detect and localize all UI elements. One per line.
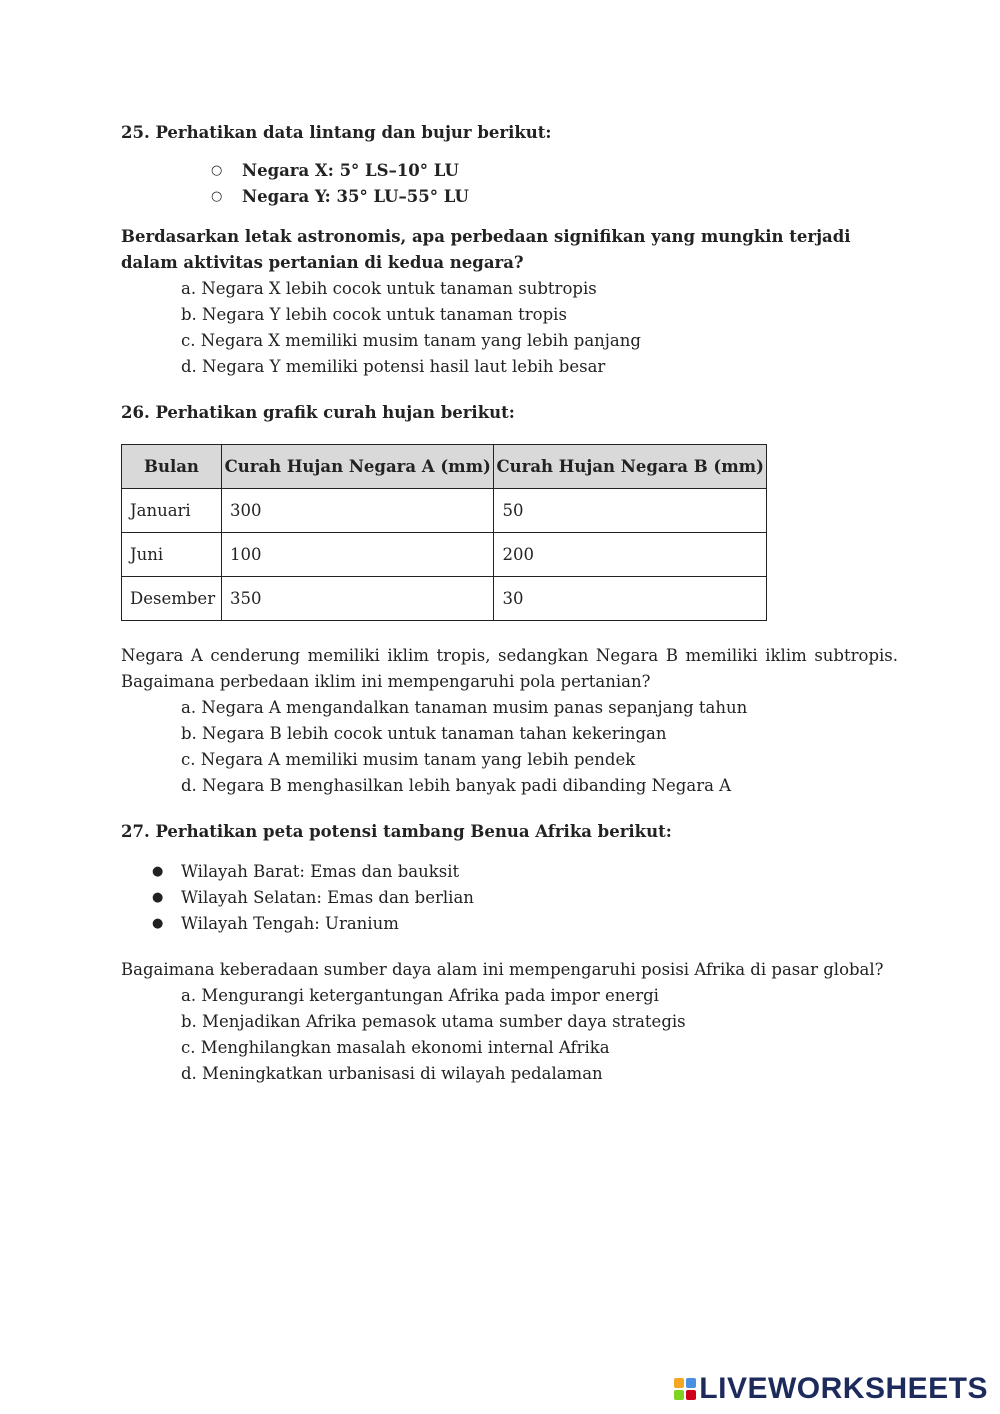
table-cell: 30 (494, 577, 767, 621)
option-d[interactable]: d. Negara B menghasilkan lebih banyak padi dibanding Negara A (181, 776, 732, 795)
option-a[interactable]: a. Negara A mengandalkan tanaman musim panas sepanjang tahun (181, 698, 748, 717)
option-c[interactable]: c. Menghilangkan masalah ekonomi internal Afrika (181, 1038, 610, 1057)
question-26-prompt: Negara A cenderung memiliki iklim tropis, sedangkan Negara B memiliki iklim subtropis. Bagaimana perbedaan iklim ini mempengaruhi pola pertanian? (121, 646, 898, 691)
table-cell: Desember (122, 577, 222, 621)
table-header-row (122, 445, 767, 489)
table-cell: 50 (494, 489, 767, 533)
option-d[interactable]: d. Meningkatkan urbanisasi di wilayah pedalaman (181, 1064, 603, 1083)
question-25-data-list (121, 158, 898, 210)
option-c[interactable]: c. Negara A memiliki musim tanam yang lebih pendek (181, 750, 636, 769)
bullet-dot-icon: ● (152, 916, 164, 931)
table-cell: Januari (122, 489, 222, 533)
table-header-cell: Curah Hujan Negara A (mm) (221, 445, 494, 489)
question-26-title: 26. Perhatikan grafik curah hujan berikut: (121, 403, 515, 422)
table-row (122, 533, 767, 577)
list-item: ○ Negara X: 5° LS–10° LU (209, 158, 898, 184)
question-27-prompt: Bagaimana keberadaan sumber daya alam ini mempengaruhi posisi Afrika di pasar global? (121, 960, 884, 979)
worksheet-page (121, 120, 898, 1087)
question-27 (121, 819, 898, 1087)
question-25-prompt: Berdasarkan letak astronomis, apa perbedaan signifikan yang mungkin terjadi dalam aktivitas pertanian di kedua negara? (121, 227, 851, 272)
option-a[interactable]: a. Negara X lebih cocok untuk tanaman subtropis (181, 279, 597, 298)
circle-bullet-icon: ○ (211, 189, 223, 204)
option-b[interactable]: b. Negara Y lebih cocok untuk tanaman tropis (181, 305, 567, 324)
list-item: ● Wilayah Selatan: Emas dan berlian (152, 885, 898, 911)
table-cell: 300 (221, 489, 494, 533)
list-item: ● Wilayah Barat: Emas dan bauksit (152, 859, 898, 885)
question-26 (121, 400, 898, 799)
option-b[interactable]: b. Menjadikan Afrika pemasok utama sumber daya strategis (181, 1012, 686, 1031)
rainfall-table (121, 444, 767, 621)
table-cell: Juni (122, 533, 222, 577)
option-c[interactable]: c. Negara X memiliki musim tanam yang lebih panjang (181, 331, 641, 350)
option-a[interactable]: a. Mengurangi ketergantungan Afrika pada impor energi (181, 986, 659, 1005)
question-25 (121, 120, 898, 380)
list-item: ● Wilayah Tengah: Uranium (152, 911, 898, 937)
question-25-title: 25. Perhatikan data lintang dan bujur berikut: (121, 123, 552, 142)
question-27-data-list (121, 859, 898, 937)
question-25-options (121, 276, 898, 380)
question-27-title: 27. Perhatikan peta potensi tambang Benua Afrika berikut: (121, 822, 672, 841)
list-item: ○ Negara Y: 35° LU–55° LU (209, 184, 898, 210)
liveworksheets-logo[interactable] (674, 1372, 988, 1406)
bullet-dot-icon: ● (152, 864, 164, 879)
liveworksheets-logo-icon (674, 1378, 696, 1400)
option-d[interactable]: d. Negara Y memiliki potensi hasil laut lebih besar (181, 357, 606, 376)
liveworksheets-logo-text: LIVEWORKSHEETS (699, 1372, 988, 1405)
bullet-dot-icon: ● (152, 890, 164, 905)
table-row (122, 489, 767, 533)
question-26-options (121, 695, 898, 799)
table-cell: 200 (494, 533, 767, 577)
question-27-options (121, 983, 898, 1087)
circle-bullet-icon: ○ (211, 163, 223, 178)
table-cell: 100 (221, 533, 494, 577)
table-row (122, 577, 767, 621)
option-b[interactable]: b. Negara B lebih cocok untuk tanaman tahan kekeringan (181, 724, 667, 743)
table-header-cell: Curah Hujan Negara B (mm) (494, 445, 767, 489)
table-cell: 350 (221, 577, 494, 621)
table-header-cell: Bulan (122, 445, 222, 489)
